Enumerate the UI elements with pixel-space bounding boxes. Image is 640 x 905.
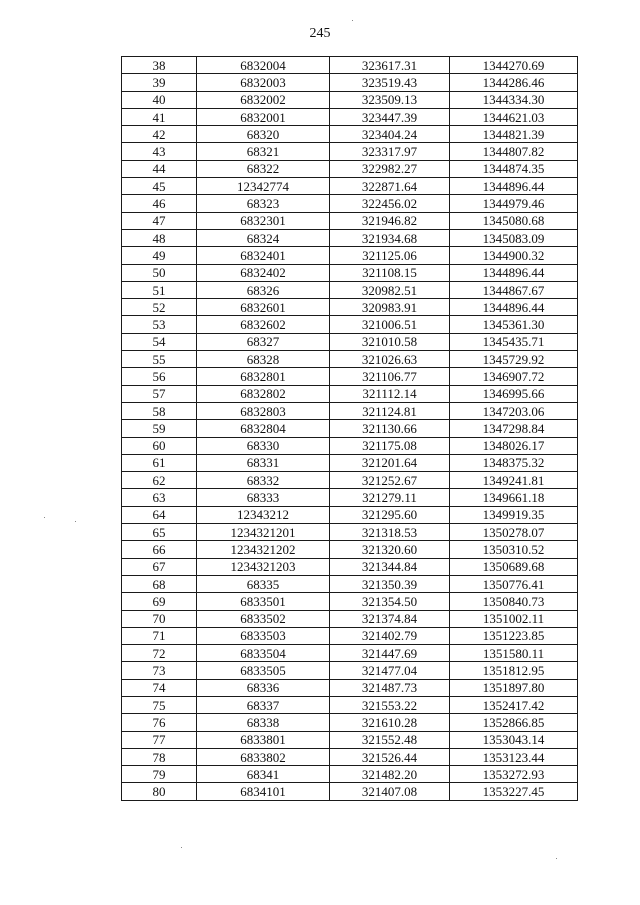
table-row bbox=[122, 714, 578, 731]
point-id-cell: 6832601 bbox=[197, 299, 330, 316]
x-coordinate-cell: 321124.81 bbox=[330, 402, 450, 419]
table-row bbox=[122, 489, 578, 506]
x-coordinate-cell: 321026.63 bbox=[330, 351, 450, 368]
y-coordinate-cell: 1344621.03 bbox=[450, 108, 578, 125]
table-row bbox=[122, 402, 578, 419]
point-id-cell: 1234321201 bbox=[197, 524, 330, 541]
point-id-cell: 12343212 bbox=[197, 506, 330, 523]
table-row bbox=[122, 662, 578, 679]
table-row bbox=[122, 524, 578, 541]
x-coordinate-cell: 321946.82 bbox=[330, 212, 450, 229]
point-id-cell: 68333 bbox=[197, 489, 330, 506]
point-number-cell: 39 bbox=[122, 74, 197, 91]
x-coordinate-cell: 321407.08 bbox=[330, 783, 450, 800]
point-number-cell: 63 bbox=[122, 489, 197, 506]
table-row bbox=[122, 247, 578, 264]
y-coordinate-cell: 1344900.32 bbox=[450, 247, 578, 264]
point-number-cell: 78 bbox=[122, 748, 197, 765]
x-coordinate-cell: 321526.44 bbox=[330, 748, 450, 765]
scan-speck bbox=[75, 521, 76, 522]
y-coordinate-cell: 1344286.46 bbox=[450, 74, 578, 91]
y-coordinate-cell: 1352866.85 bbox=[450, 714, 578, 731]
point-number-cell: 52 bbox=[122, 299, 197, 316]
table-row bbox=[122, 627, 578, 644]
table-row bbox=[122, 299, 578, 316]
point-number-cell: 64 bbox=[122, 506, 197, 523]
x-coordinate-cell: 322982.27 bbox=[330, 160, 450, 177]
table-row bbox=[122, 437, 578, 454]
table-row bbox=[122, 766, 578, 783]
point-number-cell: 50 bbox=[122, 264, 197, 281]
table-row bbox=[122, 368, 578, 385]
point-number-cell: 65 bbox=[122, 524, 197, 541]
point-id-cell: 6833801 bbox=[197, 731, 330, 748]
x-coordinate-cell: 321354.50 bbox=[330, 593, 450, 610]
point-id-cell: 6833802 bbox=[197, 748, 330, 765]
point-number-cell: 69 bbox=[122, 593, 197, 610]
table-row bbox=[122, 143, 578, 160]
y-coordinate-cell: 1350840.73 bbox=[450, 593, 578, 610]
point-id-cell: 6832804 bbox=[197, 420, 330, 437]
y-coordinate-cell: 1350278.07 bbox=[450, 524, 578, 541]
x-coordinate-cell: 321130.66 bbox=[330, 420, 450, 437]
table-row bbox=[122, 160, 578, 177]
table-row bbox=[122, 281, 578, 298]
point-number-cell: 59 bbox=[122, 420, 197, 437]
point-number-cell: 42 bbox=[122, 126, 197, 143]
y-coordinate-cell: 1351897.80 bbox=[450, 679, 578, 696]
y-coordinate-cell: 1347203.06 bbox=[450, 402, 578, 419]
point-number-cell: 46 bbox=[122, 195, 197, 212]
scan-speck bbox=[181, 847, 182, 848]
point-number-cell: 67 bbox=[122, 558, 197, 575]
point-number-cell: 79 bbox=[122, 766, 197, 783]
point-id-cell: 68332 bbox=[197, 472, 330, 489]
point-id-cell: 68326 bbox=[197, 281, 330, 298]
point-id-cell: 6832801 bbox=[197, 368, 330, 385]
y-coordinate-cell: 1351223.85 bbox=[450, 627, 578, 644]
x-coordinate-cell: 321934.68 bbox=[330, 229, 450, 246]
x-coordinate-cell: 321487.73 bbox=[330, 679, 450, 696]
x-coordinate-cell: 322456.02 bbox=[330, 195, 450, 212]
x-coordinate-cell: 321320.60 bbox=[330, 541, 450, 558]
point-number-cell: 60 bbox=[122, 437, 197, 454]
table-row bbox=[122, 74, 578, 91]
y-coordinate-cell: 1353123.44 bbox=[450, 748, 578, 765]
table-row bbox=[122, 264, 578, 281]
table-row bbox=[122, 316, 578, 333]
point-number-cell: 71 bbox=[122, 627, 197, 644]
x-coordinate-cell: 321552.48 bbox=[330, 731, 450, 748]
y-coordinate-cell: 1348375.32 bbox=[450, 454, 578, 471]
x-coordinate-cell: 321201.64 bbox=[330, 454, 450, 471]
y-coordinate-cell: 1345435.71 bbox=[450, 333, 578, 350]
x-coordinate-cell: 320982.51 bbox=[330, 281, 450, 298]
x-coordinate-cell: 321350.39 bbox=[330, 575, 450, 592]
y-coordinate-cell: 1344334.30 bbox=[450, 91, 578, 108]
point-id-cell: 68321 bbox=[197, 143, 330, 160]
y-coordinate-cell: 1349661.18 bbox=[450, 489, 578, 506]
y-coordinate-cell: 1349241.81 bbox=[450, 472, 578, 489]
y-coordinate-cell: 1344874.35 bbox=[450, 160, 578, 177]
table-row bbox=[122, 783, 578, 800]
x-coordinate-cell: 321553.22 bbox=[330, 696, 450, 713]
table-row bbox=[122, 91, 578, 108]
table-row bbox=[122, 748, 578, 765]
y-coordinate-cell: 1351812.95 bbox=[450, 662, 578, 679]
y-coordinate-cell: 1351002.11 bbox=[450, 610, 578, 627]
table-row bbox=[122, 229, 578, 246]
x-coordinate-cell: 321482.20 bbox=[330, 766, 450, 783]
y-coordinate-cell: 1349919.35 bbox=[450, 506, 578, 523]
table-row bbox=[122, 195, 578, 212]
x-coordinate-cell: 321318.53 bbox=[330, 524, 450, 541]
point-number-cell: 58 bbox=[122, 402, 197, 419]
y-coordinate-cell: 1345080.68 bbox=[450, 212, 578, 229]
x-coordinate-cell: 323317.97 bbox=[330, 143, 450, 160]
point-id-cell: 6833504 bbox=[197, 645, 330, 662]
x-coordinate-cell: 321447.69 bbox=[330, 645, 450, 662]
x-coordinate-cell: 321006.51 bbox=[330, 316, 450, 333]
point-number-cell: 70 bbox=[122, 610, 197, 627]
point-id-cell: 1234321203 bbox=[197, 558, 330, 575]
point-id-cell: 68327 bbox=[197, 333, 330, 350]
scan-speck bbox=[352, 20, 353, 21]
y-coordinate-cell: 1344807.82 bbox=[450, 143, 578, 160]
y-coordinate-cell: 1347298.84 bbox=[450, 420, 578, 437]
point-id-cell: 6832002 bbox=[197, 91, 330, 108]
point-number-cell: 73 bbox=[122, 662, 197, 679]
point-id-cell: 68322 bbox=[197, 160, 330, 177]
y-coordinate-cell: 1353227.45 bbox=[450, 783, 578, 800]
table-row bbox=[122, 333, 578, 350]
table-row bbox=[122, 593, 578, 610]
point-number-cell: 44 bbox=[122, 160, 197, 177]
y-coordinate-cell: 1345083.09 bbox=[450, 229, 578, 246]
point-id-cell: 6832602 bbox=[197, 316, 330, 333]
point-id-cell: 6833501 bbox=[197, 593, 330, 610]
point-number-cell: 66 bbox=[122, 541, 197, 558]
y-coordinate-cell: 1353043.14 bbox=[450, 731, 578, 748]
x-coordinate-cell: 321295.60 bbox=[330, 506, 450, 523]
point-number-cell: 51 bbox=[122, 281, 197, 298]
point-number-cell: 55 bbox=[122, 351, 197, 368]
table-body bbox=[122, 57, 578, 801]
y-coordinate-cell: 1353272.93 bbox=[450, 766, 578, 783]
point-number-cell: 54 bbox=[122, 333, 197, 350]
table-row bbox=[122, 541, 578, 558]
y-coordinate-cell: 1344896.44 bbox=[450, 264, 578, 281]
point-id-cell: 6832803 bbox=[197, 402, 330, 419]
table-row bbox=[122, 212, 578, 229]
x-coordinate-cell: 323617.31 bbox=[330, 57, 450, 74]
table-row bbox=[122, 126, 578, 143]
x-coordinate-cell: 321477.04 bbox=[330, 662, 450, 679]
point-id-cell: 68323 bbox=[197, 195, 330, 212]
point-id-cell: 6832001 bbox=[197, 108, 330, 125]
y-coordinate-cell: 1351580.11 bbox=[450, 645, 578, 662]
scan-speck bbox=[556, 858, 557, 859]
point-number-cell: 47 bbox=[122, 212, 197, 229]
x-coordinate-cell: 321374.84 bbox=[330, 610, 450, 627]
table-row bbox=[122, 472, 578, 489]
y-coordinate-cell: 1350310.52 bbox=[450, 541, 578, 558]
y-coordinate-cell: 1345729.92 bbox=[450, 351, 578, 368]
y-coordinate-cell: 1344979.46 bbox=[450, 195, 578, 212]
point-id-cell: 6832301 bbox=[197, 212, 330, 229]
point-id-cell: 68338 bbox=[197, 714, 330, 731]
table-row bbox=[122, 731, 578, 748]
x-coordinate-cell: 321402.79 bbox=[330, 627, 450, 644]
y-coordinate-cell: 1344896.44 bbox=[450, 299, 578, 316]
point-number-cell: 56 bbox=[122, 368, 197, 385]
point-number-cell: 48 bbox=[122, 229, 197, 246]
y-coordinate-cell: 1344270.69 bbox=[450, 57, 578, 74]
point-id-cell: 68328 bbox=[197, 351, 330, 368]
point-id-cell: 68320 bbox=[197, 126, 330, 143]
x-coordinate-cell: 321252.67 bbox=[330, 472, 450, 489]
x-coordinate-cell: 323519.43 bbox=[330, 74, 450, 91]
point-id-cell: 68341 bbox=[197, 766, 330, 783]
table-row bbox=[122, 506, 578, 523]
point-number-cell: 68 bbox=[122, 575, 197, 592]
point-id-cell: 1234321202 bbox=[197, 541, 330, 558]
point-id-cell: 6833502 bbox=[197, 610, 330, 627]
point-number-cell: 74 bbox=[122, 679, 197, 696]
x-coordinate-cell: 320983.91 bbox=[330, 299, 450, 316]
point-number-cell: 43 bbox=[122, 143, 197, 160]
x-coordinate-cell: 322871.64 bbox=[330, 178, 450, 195]
y-coordinate-cell: 1352417.42 bbox=[450, 696, 578, 713]
point-id-cell: 68324 bbox=[197, 229, 330, 246]
point-number-cell: 57 bbox=[122, 385, 197, 402]
point-id-cell: 68337 bbox=[197, 696, 330, 713]
x-coordinate-cell: 321125.06 bbox=[330, 247, 450, 264]
point-number-cell: 80 bbox=[122, 783, 197, 800]
table-row bbox=[122, 645, 578, 662]
table-row bbox=[122, 558, 578, 575]
point-id-cell: 6832401 bbox=[197, 247, 330, 264]
y-coordinate-cell: 1350776.41 bbox=[450, 575, 578, 592]
coordinates-table bbox=[121, 56, 578, 801]
point-number-cell: 41 bbox=[122, 108, 197, 125]
point-id-cell: 68331 bbox=[197, 454, 330, 471]
x-coordinate-cell: 321344.84 bbox=[330, 558, 450, 575]
y-coordinate-cell: 1348026.17 bbox=[450, 437, 578, 454]
point-id-cell: 6832402 bbox=[197, 264, 330, 281]
x-coordinate-cell: 321112.14 bbox=[330, 385, 450, 402]
x-coordinate-cell: 323509.13 bbox=[330, 91, 450, 108]
scan-speck bbox=[44, 517, 45, 518]
table-row bbox=[122, 351, 578, 368]
point-number-cell: 53 bbox=[122, 316, 197, 333]
point-id-cell: 6832003 bbox=[197, 74, 330, 91]
y-coordinate-cell: 1345361.30 bbox=[450, 316, 578, 333]
x-coordinate-cell: 321010.58 bbox=[330, 333, 450, 350]
table-row bbox=[122, 385, 578, 402]
page-number: 245 bbox=[309, 26, 331, 41]
table-row bbox=[122, 575, 578, 592]
table-row bbox=[122, 420, 578, 437]
y-coordinate-cell: 1346995.66 bbox=[450, 385, 578, 402]
point-number-cell: 45 bbox=[122, 178, 197, 195]
point-id-cell: 12342774 bbox=[197, 178, 330, 195]
point-number-cell: 40 bbox=[122, 91, 197, 108]
table-row bbox=[122, 178, 578, 195]
x-coordinate-cell: 321175.08 bbox=[330, 437, 450, 454]
point-number-cell: 61 bbox=[122, 454, 197, 471]
point-id-cell: 6833503 bbox=[197, 627, 330, 644]
point-number-cell: 38 bbox=[122, 57, 197, 74]
table-row bbox=[122, 696, 578, 713]
x-coordinate-cell: 323404.24 bbox=[330, 126, 450, 143]
table-row bbox=[122, 454, 578, 471]
y-coordinate-cell: 1344821.39 bbox=[450, 126, 578, 143]
table-row bbox=[122, 57, 578, 74]
point-number-cell: 75 bbox=[122, 696, 197, 713]
point-id-cell: 6832802 bbox=[197, 385, 330, 402]
point-id-cell: 6832004 bbox=[197, 57, 330, 74]
y-coordinate-cell: 1344896.44 bbox=[450, 178, 578, 195]
point-id-cell: 68330 bbox=[197, 437, 330, 454]
point-number-cell: 49 bbox=[122, 247, 197, 264]
point-number-cell: 62 bbox=[122, 472, 197, 489]
y-coordinate-cell: 1350689.68 bbox=[450, 558, 578, 575]
x-coordinate-cell: 321106.77 bbox=[330, 368, 450, 385]
x-coordinate-cell: 321108.15 bbox=[330, 264, 450, 281]
table-row bbox=[122, 108, 578, 125]
x-coordinate-cell: 321279.11 bbox=[330, 489, 450, 506]
point-id-cell: 6834101 bbox=[197, 783, 330, 800]
x-coordinate-cell: 321610.28 bbox=[330, 714, 450, 731]
point-id-cell: 68336 bbox=[197, 679, 330, 696]
table-row bbox=[122, 610, 578, 627]
point-id-cell: 68335 bbox=[197, 575, 330, 592]
point-id-cell: 6833505 bbox=[197, 662, 330, 679]
y-coordinate-cell: 1346907.72 bbox=[450, 368, 578, 385]
point-number-cell: 76 bbox=[122, 714, 197, 731]
y-coordinate-cell: 1344867.67 bbox=[450, 281, 578, 298]
table-row bbox=[122, 679, 578, 696]
point-number-cell: 72 bbox=[122, 645, 197, 662]
x-coordinate-cell: 323447.39 bbox=[330, 108, 450, 125]
point-number-cell: 77 bbox=[122, 731, 197, 748]
